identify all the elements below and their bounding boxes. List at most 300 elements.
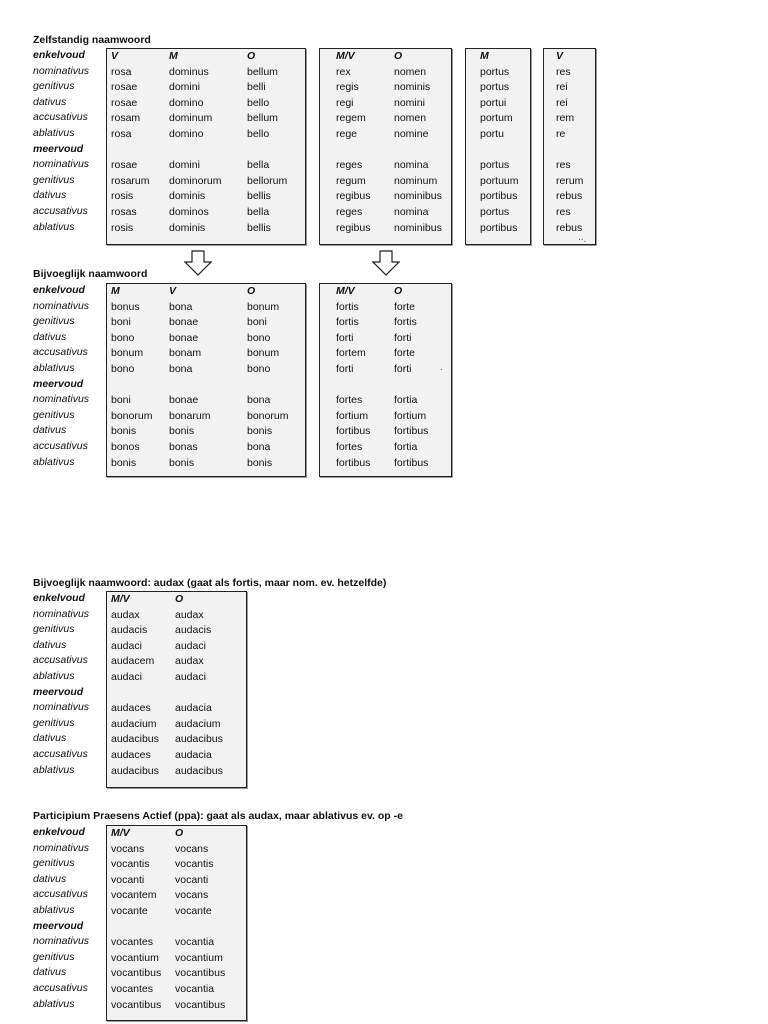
case-label: dativus [33,966,67,979]
case-label: nominativus [33,935,90,948]
table-header-row [107,49,305,65]
table-cell: rei [556,96,568,109]
table-cell: belli [247,81,266,94]
table-cell: audacibus [175,764,223,777]
table-cell: vocantibus [111,967,162,980]
table-cell: fortem [336,347,366,360]
table-cell: bonis [169,425,195,438]
table-cell: forte [394,347,416,360]
case-label: dativus [33,732,67,745]
number-label: meervoud [33,377,84,390]
table-cell: bona [247,394,271,407]
table-cell: rebus [556,221,583,234]
table-cell: audaces [111,748,151,761]
table-cell: nomina [394,205,429,218]
table-cell: rosam [111,112,141,125]
case-label: genitivus [33,173,75,186]
down-arrow-icon [184,250,212,276]
table-cell: bono [111,331,135,344]
table-cell: fortis [336,316,359,329]
case-label: ablativus [33,903,75,916]
table-spacer-row [544,143,595,159]
table-header-row [466,49,530,65]
table-cell: rege [336,127,358,140]
table-cell: audaci [111,670,142,683]
table-cell: audacium [175,717,221,730]
table-cell: audacibus [111,733,159,746]
table-row [320,111,451,127]
case-label: genitivus [33,950,75,963]
table-row [107,456,305,472]
table-header-row [320,284,451,300]
table-cell: audaci [175,639,206,652]
table-cell: portus [480,205,510,218]
column-header: M/V [111,827,130,839]
table-cell: nomini [394,96,425,109]
table-cell: nominis [394,81,431,94]
column-header: O [175,593,184,605]
table-row [107,654,246,670]
table-cell: bello [247,127,270,140]
table-row [107,873,246,889]
table-cell: regem [336,112,366,125]
table-cell: bonis [247,456,273,469]
table-cell: vocante [175,904,212,917]
table-cell: vocantes [111,936,154,949]
table-cell: vocantium [111,951,159,964]
case-label: ablativus [33,997,75,1010]
table-cell: fortibus [336,456,371,469]
table-cell: re [556,127,566,140]
table-row [107,127,305,143]
table-cell: portus [480,159,510,172]
case-label: nominativus [33,299,90,312]
table-row [107,174,305,190]
table-cell: rosae [111,81,138,94]
table-row [320,393,451,409]
table-row [107,904,246,920]
case-label: ablativus [33,126,75,139]
table-cell: domino [169,96,204,109]
number-label: enkelvoud [33,49,85,61]
table-cell: audacem [111,655,155,668]
case-label: dativus [33,330,67,343]
table-row [107,951,246,967]
table-cell: bonae [169,394,199,407]
table-cell: nomen [394,112,427,125]
audax-section-title: Bijvoeglijk naamwoord: audax (gaat als fortis, maar nom. ev. hetzelfde) [33,577,387,589]
table-cell: bella [247,159,270,172]
column-header: M/V [336,285,355,297]
table-header-row [107,284,305,300]
table-cell: rosa [111,127,132,140]
table-header-row [107,592,246,608]
ppa-table [106,825,247,1021]
table-cell: vocantibus [111,998,162,1011]
table-cell: bonis [247,425,273,438]
table-spacer-row [107,378,305,394]
noun-table-4 [543,48,596,245]
table-cell: bello [247,96,270,109]
table-cell: portibus [480,221,518,234]
dot-mark: . [440,362,443,373]
case-label: accusativus [33,654,88,667]
table-row [320,440,451,456]
table-row [320,424,451,440]
table-cell: nomen [394,65,427,78]
table-row [107,857,246,873]
table-cell: rosas [111,205,137,218]
case-label: nominativus [33,841,90,854]
case-label: genitivus [33,315,75,328]
table-row [320,80,451,96]
table-row [320,205,451,221]
table-cell: dominis [169,190,206,203]
table-row [466,205,530,221]
case-label: dativus [33,95,67,108]
table-cell: nomina [394,159,429,172]
noun-table-2 [319,48,452,245]
table-row [320,189,451,205]
table-spacer-row [320,143,451,159]
table-row [320,127,451,143]
table-cell: vocanti [175,873,209,886]
column-header: M/V [336,50,355,62]
table-cell: boni [111,316,131,329]
noun-row-labels [33,48,89,235]
case-label: accusativus [33,888,88,901]
table-cell: regum [336,174,366,187]
table-cell: res [556,205,571,218]
table-cell: bonae [169,331,199,344]
case-label: nominativus [33,158,90,171]
table-cell: reges [336,159,363,172]
case-label: ablativus [33,763,75,776]
table-cell: dominorum [169,174,222,187]
table-row [320,96,451,112]
table-cell: dominis [169,221,206,234]
table-cell: portus [480,65,510,78]
table-cell: domini [169,159,200,172]
table-cell: boni [111,394,131,407]
table-header-row [544,49,595,65]
table-row [107,842,246,858]
table-cell: portibus [480,190,518,203]
table-row [466,80,530,96]
table-row [320,346,451,362]
case-label: accusativus [33,204,88,217]
table-cell: fortia [394,440,418,453]
table-row [544,96,595,112]
table-cell: bellum [247,65,278,78]
table-row [320,300,451,316]
table-cell: fortes [336,440,363,453]
case-label: ablativus [33,361,75,374]
table-cell: dominos [169,205,209,218]
table-cell: rex [336,65,351,78]
table-cell: vocantibus [175,998,226,1011]
table-row [466,189,530,205]
table-row [107,440,305,456]
column-header: M [169,50,178,62]
table-cell: regis [336,81,359,94]
table-cell: bella [247,205,270,218]
table-cell: rosis [111,190,134,203]
table-cell: audax [175,608,204,621]
table-row [466,65,530,81]
table-cell: portu [480,127,504,140]
table-row [107,764,246,780]
table-row [107,80,305,96]
table-row [466,111,530,127]
table-row [466,96,530,112]
table-row [107,701,246,717]
case-label: accusativus [33,981,88,994]
column-header: V [111,50,119,62]
table-cell: portum [480,112,513,125]
table-cell: bellis [247,190,271,203]
table-cell: fortis [336,300,359,313]
number-label: enkelvoud [33,826,85,838]
table-cell: fortibus [394,425,429,438]
table-cell: rei [556,81,568,94]
case-label: genitivus [33,716,75,729]
table-spacer-row [466,143,530,159]
table-cell: bellis [247,221,271,234]
case-label: nominativus [33,701,90,714]
table-row [107,717,246,733]
table-cell: audacibus [175,733,223,746]
table-cell: fortium [336,409,369,422]
table-row [107,315,305,331]
table-cell: vocantia [175,982,215,995]
audax-row-labels [33,591,89,778]
table-header-row [107,826,246,842]
noun-section-title: Zelfstandig naamwoord [33,34,151,46]
table-row [107,998,246,1014]
table-row [466,174,530,190]
table-cell: bonis [111,425,137,438]
table-cell: dominus [169,65,209,78]
table-cell: nominibus [394,221,442,234]
table-cell: rosarum [111,174,150,187]
table-row [107,300,305,316]
table-cell: bonum [111,347,144,360]
table-row [320,158,451,174]
table-spacer-row [107,920,246,936]
table-cell: rosa [111,65,132,78]
table-cell: audax [111,608,140,621]
table-row [544,174,595,190]
table-row [107,393,305,409]
table-cell: rebus [556,190,583,203]
table-cell: vocantem [111,889,157,902]
table-cell: rosae [111,159,138,172]
table-cell: rosae [111,96,138,109]
table-cell: bona [247,440,271,453]
adjective-section-title: Bijvoeglijk naamwoord [33,268,148,280]
case-label: accusativus [33,747,88,760]
table-spacer-row [107,143,305,159]
column-header: M [480,50,489,62]
table-cell: vocantis [175,858,214,871]
table-cell: vocans [175,889,209,902]
case-label: accusativus [33,439,88,452]
ppa-section-title: Participium Praesens Actief (ppa): gaat als audax, maar ablativus ev. op -e [33,810,403,822]
table-cell: vocantium [175,951,223,964]
table-row [320,362,451,378]
table-cell: bona [169,362,193,375]
table-spacer-row [107,686,246,702]
table-cell: boni [247,316,267,329]
adjective-row-labels [33,283,89,470]
table-row [107,331,305,347]
case-label: dativus [33,189,67,202]
table-cell: bonas [169,440,198,453]
ppa-row-labels [33,825,89,1012]
table-cell: bona [169,300,193,313]
table-cell: portuum [480,174,519,187]
noun-table-3 [465,48,531,245]
table-cell: forti [336,331,354,344]
case-label: nominativus [33,393,90,406]
table-row [107,65,305,81]
table-cell: fortis [394,316,417,329]
table-row [466,127,530,143]
column-header: O [394,50,403,62]
table-cell: bonum [247,347,280,360]
table-row [466,221,530,237]
case-label: nominativus [33,607,90,620]
adjective-table-2 [319,283,452,477]
table-row [107,221,305,237]
table-row [544,80,595,96]
table-cell: fortium [394,409,427,422]
table-cell: regi [336,96,354,109]
table-cell: bonorum [247,409,289,422]
table-cell: vocante [111,904,148,917]
adjective-table-1 [106,283,306,477]
table-row [107,608,246,624]
table-cell: bellorum [247,174,288,187]
table-cell: bonorum [111,409,153,422]
table-cell: forte [394,300,416,313]
table-cell: audacibus [111,764,159,777]
table-cell: bonum [247,300,280,313]
column-header: V [556,50,564,62]
table-row [320,65,451,81]
table-cell: reges [336,205,363,218]
audax-table [106,591,247,788]
table-row [544,111,595,127]
case-label: genitivus [33,623,75,636]
table-row [107,732,246,748]
case-label: genitivus [33,857,75,870]
table-cell: vocantia [175,936,215,949]
table-cell: bono [247,331,271,344]
table-cell: audacium [111,717,157,730]
table-row [107,111,305,127]
table-row [544,65,595,81]
case-label: ablativus [33,669,75,682]
table-cell: res [556,159,571,172]
table-cell: domino [169,127,204,140]
table-row [320,456,451,472]
table-cell: fortes [336,394,363,407]
table-cell: bonos [111,440,140,453]
table-cell: bellum [247,112,278,125]
table-cell: regibus [336,190,371,203]
table-cell: nominum [394,174,438,187]
table-row [107,748,246,764]
case-label: ablativus [33,220,75,233]
table-row [544,158,595,174]
table-cell: bono [111,362,135,375]
table-cell: audaci [111,639,142,652]
table-cell: nomine [394,127,429,140]
case-label: dativus [33,872,67,885]
table-cell: nominibus [394,190,442,203]
table-cell: forti [336,362,354,375]
table-cell: vocantis [111,858,150,871]
table-cell: fortia [394,394,418,407]
table-row [107,205,305,221]
case-label: accusativus [33,346,88,359]
table-row [544,205,595,221]
table-cell: bonis [111,456,137,469]
table-cell: fortibus [394,456,429,469]
table-row [107,189,305,205]
table-row [320,174,451,190]
column-header: O [247,285,256,297]
table-row [107,639,246,655]
column-header: M/V [111,593,130,605]
table-row [107,362,305,378]
table-cell: audaces [111,702,151,715]
case-label: genitivus [33,80,75,93]
table-cell: vocans [175,842,209,855]
table-row [107,96,305,112]
table-cell: vocantes [111,982,154,995]
table-row [320,409,451,425]
table-header-row [320,49,451,65]
table-cell: rem [556,112,575,125]
table-cell: portui [480,96,507,109]
table-spacer-row [320,378,451,394]
table-cell: regibus [336,221,371,234]
table-row [544,127,595,143]
case-label: nominativus [33,64,90,77]
table-row [320,221,451,237]
table-row [107,982,246,998]
table-cell: audacis [111,624,148,637]
number-label: meervoud [33,685,84,698]
case-label: genitivus [33,408,75,421]
table-cell: forti [394,362,412,375]
number-label: enkelvoud [33,592,85,604]
table-row [320,331,451,347]
table-cell: rosis [111,221,134,234]
column-header: O [175,827,184,839]
table-cell: audax [175,655,204,668]
table-row [107,158,305,174]
table-cell: vocans [111,842,145,855]
table-cell: audacia [175,702,212,715]
table-cell: audaci [175,670,206,683]
table-cell: vocanti [111,873,145,886]
table-row [466,158,530,174]
table-cell: dominum [169,112,213,125]
